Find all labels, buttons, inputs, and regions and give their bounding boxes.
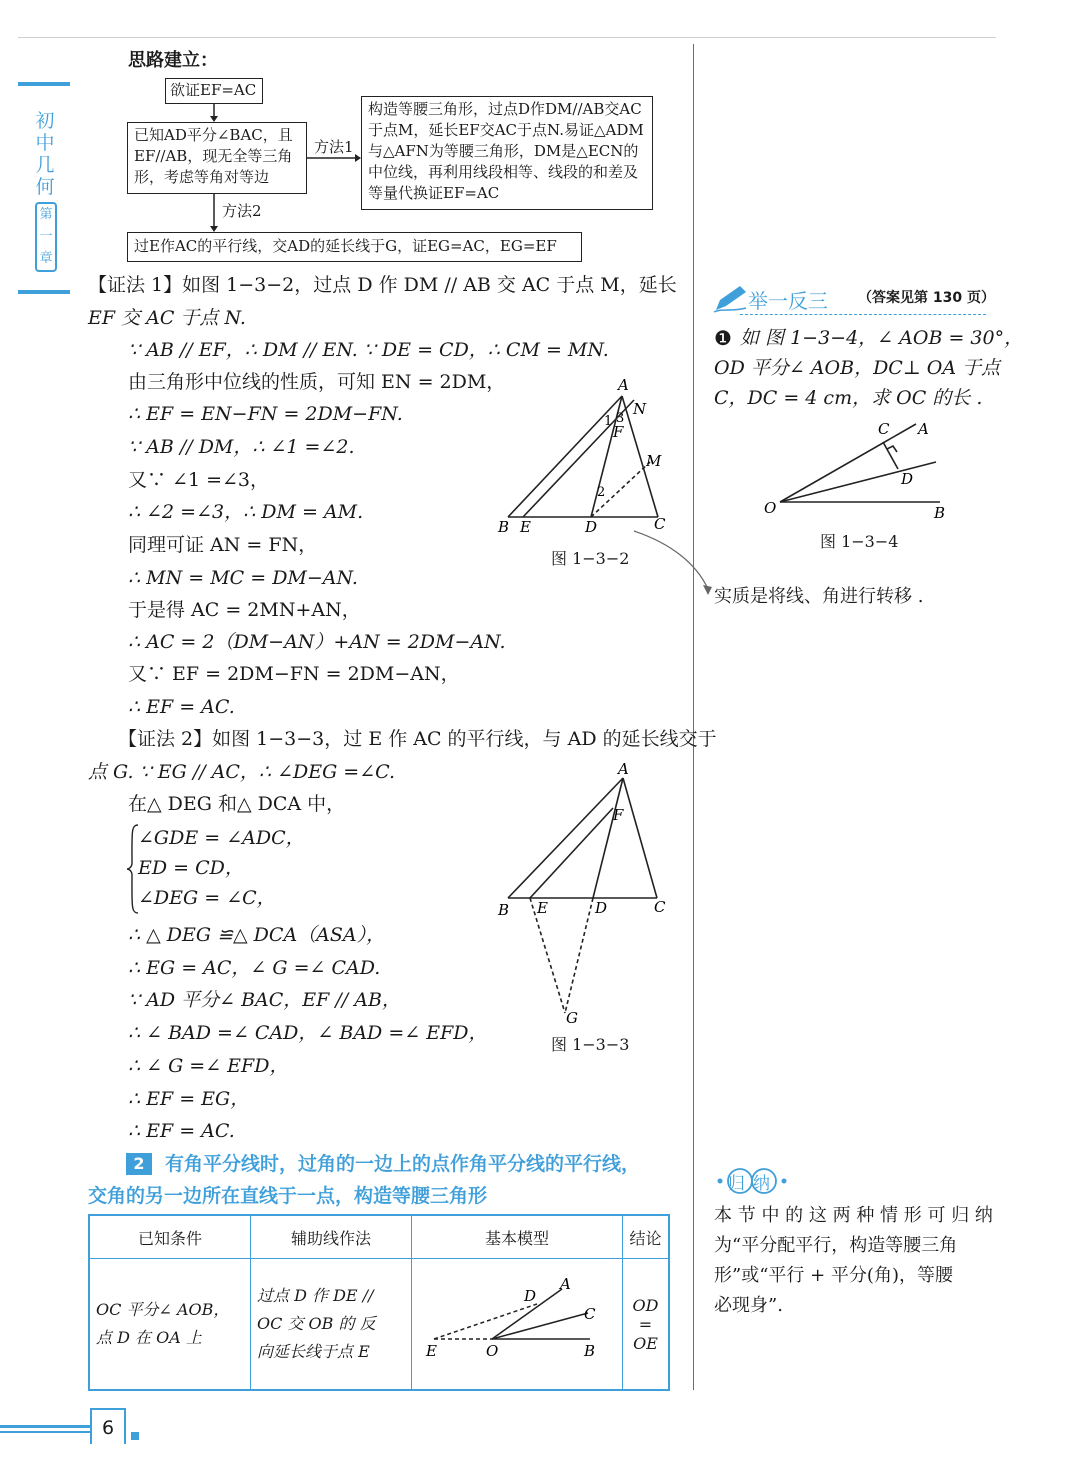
fig3-label-E: E xyxy=(537,899,548,917)
proof1-line-12: ∴ AC = 2（DM−AN）+AN = 2DM−AN. xyxy=(128,631,506,653)
proof2-line-7: ∴ ∠ BAD =∠ CAD，∠ BAD =∠ EFD， xyxy=(128,1022,488,1044)
practice-title-underline xyxy=(740,314,986,315)
fig4-label-B: B xyxy=(934,504,946,522)
proof2-line-2: 点 G. ∵ EG // AC，∴ ∠DEG =∠C. xyxy=(88,761,396,783)
fig2-label-3: 3 xyxy=(616,411,625,426)
table-header-model: 基本模型 xyxy=(412,1215,623,1259)
practice-line-3: C，DC = 4 cm，求 OC 的长 . xyxy=(714,387,983,409)
summary-line-1: 本 节 中 的 这 两 种 情 形 可 归 纳 xyxy=(714,1205,993,1226)
proof1-line-14: ∴ EF = AC. xyxy=(128,696,235,718)
flow-method2-box: 过E作AC的平行线，交AD的延长线于G，证EG=AC，EG=EF xyxy=(127,232,582,262)
method2-label: 方法2 xyxy=(222,202,262,220)
fig3-label-B: B xyxy=(498,901,510,919)
proof2-line-8: ∴ ∠ G =∠ EFD， xyxy=(128,1055,289,1077)
figure-1-3-2-caption: 图 1−3−2 xyxy=(551,549,630,568)
page-square-mark xyxy=(131,1432,139,1440)
figure-1-3-3 xyxy=(490,758,680,1028)
top-rule xyxy=(18,37,996,38)
proof1-line-13: 又∵ EF = 2DM−FN = 2DM−AN， xyxy=(128,663,460,685)
table-cell-auxiliary xyxy=(251,1259,412,1391)
model-label-A: A xyxy=(560,1275,571,1293)
fig2-label-E: E xyxy=(520,518,531,536)
section-number-badge: 2 xyxy=(126,1153,152,1175)
page-bar-thin xyxy=(0,1431,90,1433)
fig4-label-O: O xyxy=(764,499,777,517)
cond-line-2: 点 D 在 OA 上 xyxy=(96,1328,202,1347)
proof1-line-4: 由三角形中位线的性质，可知 EN = 2DM， xyxy=(128,371,506,393)
practice-line-1: 如 图 1−3−4，∠ AOB = 30°， xyxy=(740,327,1024,349)
fig2-label-1: 1 xyxy=(604,414,613,429)
flowchart-arrows xyxy=(120,100,370,240)
column-divider xyxy=(693,44,694,1390)
flow-known-box: 已知AD平分∠BAC，且EF//AB，现无全等三角形，考虑等角对等边 xyxy=(127,122,307,194)
proof1-line-11: 于是得 AC = 2MN+AN， xyxy=(128,599,361,621)
proof2-line-3: 在△ DEG 和△ DCA 中， xyxy=(128,793,346,815)
method1-label: 方法1 xyxy=(314,138,354,156)
fig2-label-B: B xyxy=(498,518,510,536)
proof1-line-10: ∴ MN = MC = DM−AN. xyxy=(128,567,358,589)
fig4-label-D: D xyxy=(901,470,914,488)
fig4-label-A: A xyxy=(918,420,929,438)
figure-1-3-4 xyxy=(758,412,958,527)
fig3-label-F: F xyxy=(613,806,624,824)
model-label-C: C xyxy=(584,1305,596,1323)
proof1-line-2: EF 交 AC 于点 N. xyxy=(88,307,246,329)
model-label-B: B xyxy=(584,1342,596,1360)
model-table xyxy=(88,1214,670,1391)
proof2-line-9: ∴ EF = EG， xyxy=(128,1088,250,1110)
tab-bar-top xyxy=(18,82,70,86)
practice-title: 举一反三 xyxy=(748,289,828,313)
fig2-label-M: M xyxy=(646,452,662,470)
proof2-line-1: 【证法 2】如图 1−3−3，过 E 作 AC 的平行线，与 AD 的延长线交于 xyxy=(118,728,717,750)
proof1-line-3: ∵ AB // EF，∴ DM // EN. ∵ DE = CD，∴ CM = MN. xyxy=(128,339,609,361)
fig2-label-C: C xyxy=(654,515,666,533)
system-line-3: ∠DEG = ∠C， xyxy=(138,887,276,909)
model-label-O: O xyxy=(486,1342,499,1360)
fig2-label-D: D xyxy=(585,518,598,536)
table-header-auxiliary: 辅助线作法 xyxy=(251,1215,412,1259)
proof1-line-1: 【证法 1】如图 1−3−2，过点 D 作 DM // AB 交 AC 于点 M，延长 xyxy=(88,274,677,296)
figure-1-3-3-caption: 图 1−3−3 xyxy=(551,1035,630,1054)
pen-icon xyxy=(712,284,750,314)
proof2-line-5: ∴ EG = AC，∠ G =∠ CAD. xyxy=(128,957,381,979)
summary-line-3: 形”或“平行 + 平分(角)，等腰 xyxy=(714,1265,953,1286)
page-number: 6 xyxy=(90,1408,126,1444)
section2-heading-line1: 有角平分线时，过角的一边上的点作角平分线的平行线， xyxy=(165,1153,641,1175)
table-header-condition: 已知条件 xyxy=(89,1215,251,1259)
proof2-line-4: ∴ △ DEG ≌△ DCA（ASA）， xyxy=(128,924,386,946)
flow-method1-box: 构造等腰三角形，过点D作DM//AB交AC于点M，延长EF交AC于点N.易证△ADM与△AFN为等腰三角形，DM是△ECN的中位线，再利用线段相等、线段的和差及等量代换证EF=AC xyxy=(361,96,653,210)
model-label-D: D xyxy=(524,1287,537,1305)
practice-line-2: OD 平分∠ AOB，DC⊥ OA 于点 xyxy=(714,357,1001,379)
figure-1-3-4-caption: 图 1−3−4 xyxy=(820,532,899,551)
fig2-label-2: 2 xyxy=(597,485,606,500)
proof1-line-6: ∵ AB // DM，∴ ∠1 =∠2. xyxy=(128,436,355,458)
flowchart-heading: 思路建立： xyxy=(128,50,218,71)
proof1-line-9: 同理可证 AN = FN， xyxy=(128,534,318,556)
aux-line-2: OC 交 OB 的 反 xyxy=(257,1314,376,1333)
table-cell-conclusion: OD = OE xyxy=(623,1259,670,1391)
system-line-2: ED = CD， xyxy=(138,857,244,879)
summary-line-2: 为“平分配平行，构造等腰三角 xyxy=(714,1235,958,1256)
book-title-vertical: 初中几何 xyxy=(35,110,55,198)
aux-line-3: 向延长线于点 E xyxy=(257,1342,370,1361)
summary-badge-label: 归纳 xyxy=(728,1174,778,1194)
summary-line-4: 必现身”. xyxy=(714,1295,783,1316)
table-header-conclusion: 结论 xyxy=(623,1215,670,1259)
fig2-label-A: A xyxy=(618,376,629,394)
fig3-label-C: C xyxy=(654,898,666,916)
model-label-E: E xyxy=(426,1342,437,1360)
table-cell-model xyxy=(412,1259,623,1391)
proof1-line-5: ∴ EF = EN−FN = 2DM−FN. xyxy=(128,403,403,425)
fig2-label-N: N xyxy=(633,400,647,418)
flow-goal-box: 欲证EF=AC xyxy=(165,78,263,104)
fig4-label-C: C xyxy=(878,420,890,438)
fig3-label-D: D xyxy=(595,899,608,917)
section2-heading-line2: 交角的另一边所在直线于一点，构造等腰三角形 xyxy=(88,1185,488,1207)
tab-bar-bottom xyxy=(18,290,70,294)
table-cell-condition xyxy=(89,1259,251,1391)
side-note: 实质是将线、角进行转移 . xyxy=(714,586,924,607)
proof1-line-8: ∴ ∠2 =∠3，∴ DM = AM. xyxy=(128,501,364,523)
fig3-label-A: A xyxy=(618,760,629,778)
proof2-line-10: ∴ EF = AC. xyxy=(128,1120,235,1142)
aux-line-1: 过点 D 作 DE // xyxy=(257,1286,374,1305)
page-bar xyxy=(0,1425,90,1428)
chapter-label: 第一章 xyxy=(35,202,57,272)
practice-answer-ref: （答案见第 130 页） xyxy=(858,290,995,306)
proof1-line-7: 又∵ ∠1 =∠3， xyxy=(128,469,270,491)
basic-model-figure xyxy=(412,1259,608,1385)
fig2-label-F: F xyxy=(613,423,624,441)
fig3-label-G: G xyxy=(566,1009,578,1027)
practice-number: ❶ xyxy=(714,326,732,350)
note-pointer-curve xyxy=(630,525,720,600)
system-line-1: ∠GDE = ∠ADC， xyxy=(138,827,305,849)
proof2-line-6: ∵ AD 平分∠ BAC，EF // AB， xyxy=(128,989,401,1011)
cond-line-1: OC 平分∠ AOB， xyxy=(96,1300,230,1319)
